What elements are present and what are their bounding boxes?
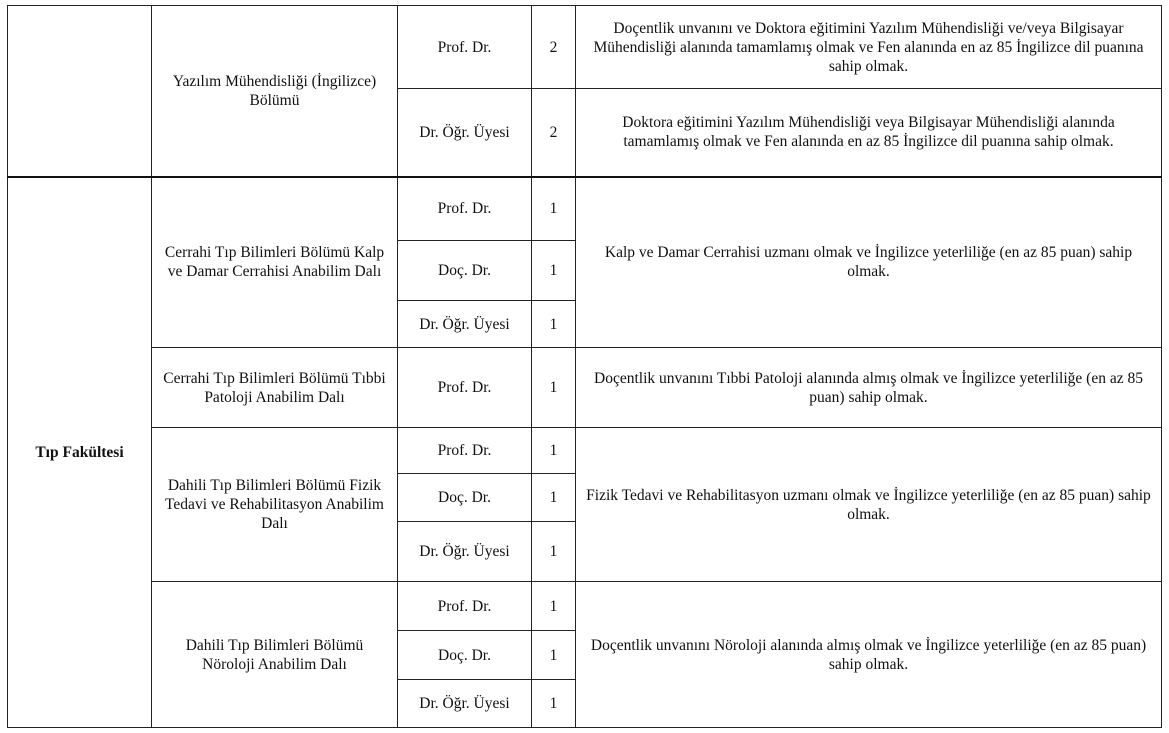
position-count: 1 [532,631,576,680]
position-title: Doç. Dr. [398,474,532,522]
department-cell: Cerrahi Tıp Bilimleri Bölümü Tıbbi Patoloji Anabilim Dalı [152,348,398,428]
table-row [8,177,1162,241]
position-title: Prof. Dr. [398,6,532,89]
requirement-cell: Kalp ve Damar Cerrahisi uzmanı olmak ve İngilizce yeterliliğe (en az 85 puan) sahip olmak. [576,177,1162,348]
department-cell: Cerrahi Tıp Bilimleri Bölümü Kalp ve Damar Cerrahisi Anabilim Dalı [152,177,398,348]
position-count: 1 [532,680,576,728]
position-title: Doç. Dr. [398,241,532,301]
position-count: 1 [532,474,576,522]
table-row [8,582,1162,631]
position-count: 2 [532,89,576,177]
requirement-cell: Doçentlik unvanını Tıbbi Patoloji alanında almış olmak ve İngilizce yeterliliğe (en az 85 puan) sahip olmak. [576,348,1162,428]
position-title: Dr. Öğr. Üyesi [398,522,532,582]
position-title: Prof. Dr. [398,428,532,474]
position-count: 2 [532,6,576,89]
positions-table [7,5,1162,728]
position-title: Dr. Öğr. Üyesi [398,89,532,177]
position-count: 1 [532,241,576,301]
position-title: Prof. Dr. [398,177,532,241]
position-count: 1 [532,177,576,241]
requirement-cell: Doçentlik unvanını ve Doktora eğitimini Yazılım Mühendisliği ve/veya Bilgisayar Mühendisliği alanında tamamlamış olmak ve Fen alanında en az 85 İngilizce dil puanına sahip olmak. [576,6,1162,89]
position-count: 1 [532,301,576,348]
position-count: 1 [532,428,576,474]
requirement-cell: Fizik Tedavi ve Rehabilitasyon uzmanı olmak ve İngilizce yeterliliğe (en az 85 puan) sahip olmak. [576,428,1162,582]
table-row [8,428,1162,474]
position-title: Prof. Dr. [398,582,532,631]
position-count: 1 [532,582,576,631]
table-row [8,348,1162,428]
position-count: 1 [532,522,576,582]
position-title: Dr. Öğr. Üyesi [398,301,532,348]
position-title: Doç. Dr. [398,631,532,680]
position-title: Dr. Öğr. Üyesi [398,680,532,728]
requirement-cell: Doçentlik unvanını Nöroloji alanında almış olmak ve İngilizce yeterliliğe (en az 85 puan) sahip olmak. [576,582,1162,728]
requirement-cell: Doktora eğitimini Yazılım Mühendisliği veya Bilgisayar Mühendisliği alanında tamamlamış olmak ve Fen alanında en az 85 İngilizce dil puanına sahip olmak. [576,89,1162,177]
table-row [8,6,1162,89]
faculty-cell: Tıp Fakültesi [8,177,152,728]
department-cell: Dahili Tıp Bilimleri Bölümü Nöroloji Anabilim Dalı [152,582,398,728]
position-title: Prof. Dr. [398,348,532,428]
faculty-cell [8,6,152,177]
department-cell: Yazılım Mühendisliği (İngilizce) Bölümü [152,6,398,177]
position-count: 1 [532,348,576,428]
department-cell: Dahili Tıp Bilimleri Bölümü Fizik Tedavi ve Rehabilitasyon Anabilim Dalı [152,428,398,582]
